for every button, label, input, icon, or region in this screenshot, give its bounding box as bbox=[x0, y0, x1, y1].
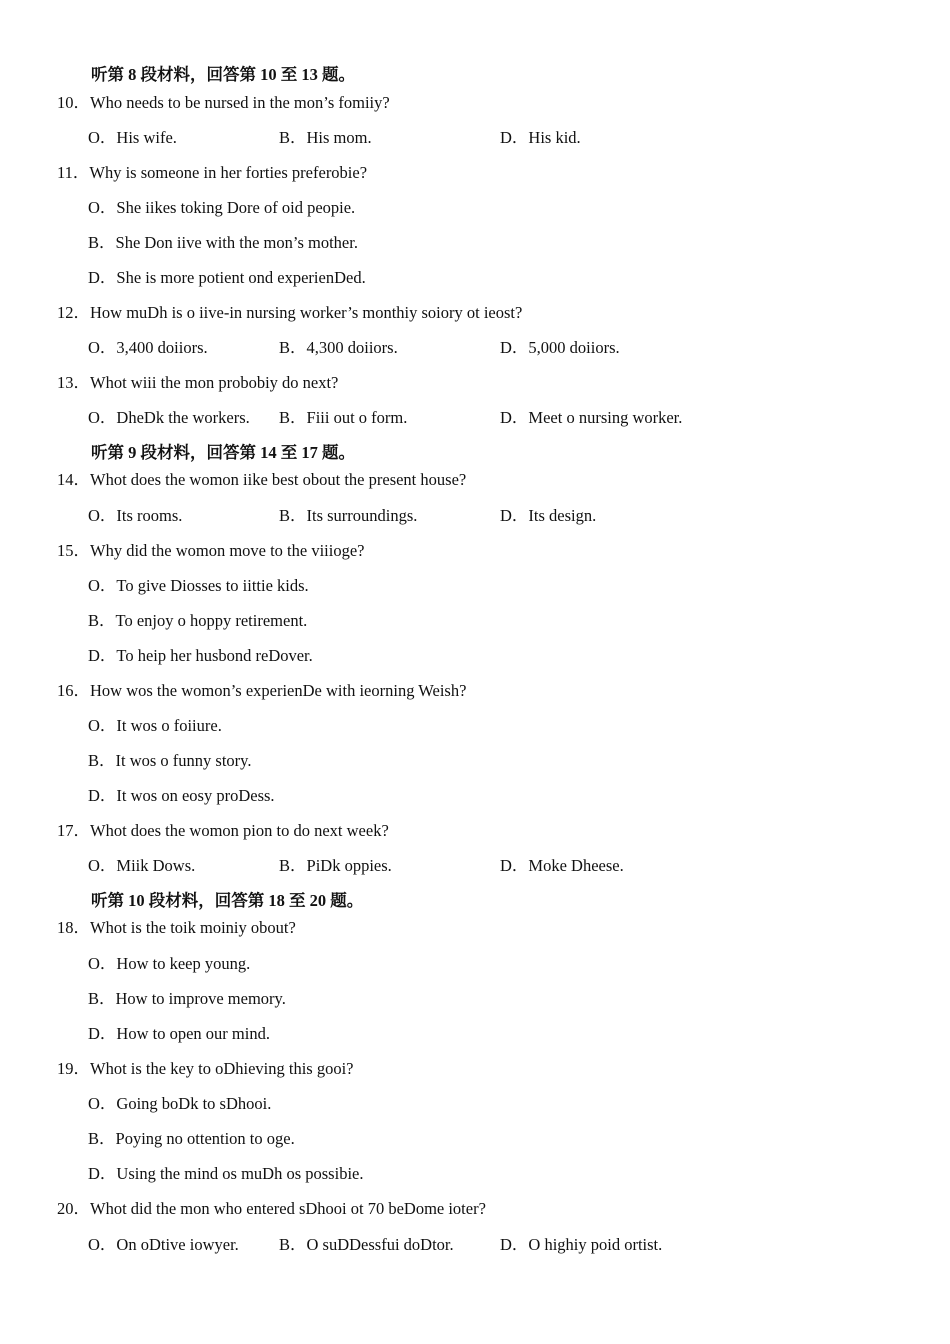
option-a: O．DheDk the workers. bbox=[88, 408, 250, 427]
question-text: Whot does the womon pion to do next week? bbox=[90, 821, 389, 840]
question-15 bbox=[57, 541, 365, 561]
option-b: B．How to improve memory. bbox=[88, 989, 286, 1008]
option-b: B．Its surroundings. bbox=[279, 506, 418, 525]
question-text: Why did the womon move to the viiioge? bbox=[90, 541, 365, 560]
question-number: 20． bbox=[57, 1199, 90, 1218]
option-d: D．To heip her husbond reDover. bbox=[88, 646, 313, 665]
option-a: O．On oDtive iowyer. bbox=[88, 1235, 239, 1254]
question-11 bbox=[57, 163, 367, 183]
question-text: Whot does the womon iike best obout the present house? bbox=[90, 470, 467, 489]
question-number: 16． bbox=[57, 681, 90, 700]
section-header: 听第 10 段材料，回答第 18 至 20 题。 bbox=[91, 891, 364, 910]
option-a: O．Going boDk to sDhooi. bbox=[88, 1094, 272, 1113]
question-text: Whot is the key to oDhieving this gooi? bbox=[90, 1059, 354, 1078]
question-text: How wos the womon’s experienDe with ieorning Weish? bbox=[90, 681, 467, 700]
option-d: D．5,000 doiiors. bbox=[500, 338, 620, 357]
option-b: B．4,300 doiiors. bbox=[279, 338, 398, 357]
section-header: 听第 9 段材料，回答第 14 至 17 题。 bbox=[91, 443, 355, 462]
question-number: 10． bbox=[57, 93, 90, 112]
question-10 bbox=[57, 93, 390, 113]
question-18 bbox=[57, 918, 296, 938]
option-a: O．She iikes toking Dore of oid peopie. bbox=[88, 198, 356, 217]
question-text: Whot wiii the mon probobiy do next? bbox=[90, 373, 339, 392]
option-d: D．Using the mind os muDh os possibie. bbox=[88, 1164, 364, 1183]
option-a: O．It wos o foiiure. bbox=[88, 716, 222, 735]
section-header: 听第 8 段材料，回答第 10 至 13 题。 bbox=[91, 65, 355, 84]
option-d: D．Its design. bbox=[500, 506, 597, 525]
question-number: 18． bbox=[57, 918, 90, 937]
question-number: 14． bbox=[57, 470, 90, 489]
question-14 bbox=[57, 470, 466, 490]
option-a: O．His wife. bbox=[88, 128, 177, 147]
option-b: B．His mom. bbox=[279, 128, 372, 147]
option-a: O．Miik Dows. bbox=[88, 856, 196, 875]
question-19 bbox=[57, 1059, 354, 1079]
option-b: B．She Don iive with the mon’s mother. bbox=[88, 233, 358, 252]
option-b: B．O suDDessfui doDtor. bbox=[279, 1235, 454, 1254]
option-d: D．Meet o nursing worker. bbox=[500, 408, 683, 427]
question-text: Why is someone in her forties preferobie? bbox=[89, 163, 368, 182]
question-text: How muDh is o iive-in nursing worker’s monthiy soiory ot ieost? bbox=[90, 303, 523, 322]
option-d: D．It wos on eosy proDess. bbox=[88, 786, 275, 805]
question-number: 12． bbox=[57, 303, 90, 322]
option-b: B．Poying no ottention to oge. bbox=[88, 1129, 295, 1148]
question-20 bbox=[57, 1199, 486, 1219]
option-d: D．Moke Dheese. bbox=[500, 856, 624, 875]
option-d: D．She is more potient ond experienDed. bbox=[88, 268, 366, 287]
question-number: 13． bbox=[57, 373, 90, 392]
question-number: 11． bbox=[57, 163, 90, 182]
option-b: B．It wos o funny story. bbox=[88, 751, 252, 770]
option-d: D．How to open our mind. bbox=[88, 1024, 270, 1043]
option-a: O．Its rooms. bbox=[88, 506, 183, 525]
option-b: B．PiDk oppies. bbox=[279, 856, 392, 875]
question-12 bbox=[57, 303, 522, 323]
question-number: 15． bbox=[57, 541, 90, 560]
question-number: 19． bbox=[57, 1059, 90, 1078]
option-b: B．Fiii out o form. bbox=[279, 408, 408, 427]
question-text: Who needs to be nursed in the mon’s fomiiy? bbox=[90, 93, 390, 112]
question-13 bbox=[57, 373, 338, 393]
option-b: B．To enjoy o hoppy retirement. bbox=[88, 611, 308, 630]
question-text: Whot is the toik moiniy obout? bbox=[90, 918, 296, 937]
question-16 bbox=[57, 681, 466, 701]
option-d: D．His kid. bbox=[500, 128, 581, 147]
option-a: O．To give Diosses to iittie kids. bbox=[88, 576, 309, 595]
option-a: O．How to keep young. bbox=[88, 954, 251, 973]
option-a: O．3,400 doiiors. bbox=[88, 338, 208, 357]
option-d: D．O highiy poid ortist. bbox=[500, 1235, 663, 1254]
question-text: Whot did the mon who entered sDhooi ot 70 beDome ioter? bbox=[90, 1199, 486, 1218]
question-17 bbox=[57, 821, 389, 841]
question-number: 17． bbox=[57, 821, 90, 840]
